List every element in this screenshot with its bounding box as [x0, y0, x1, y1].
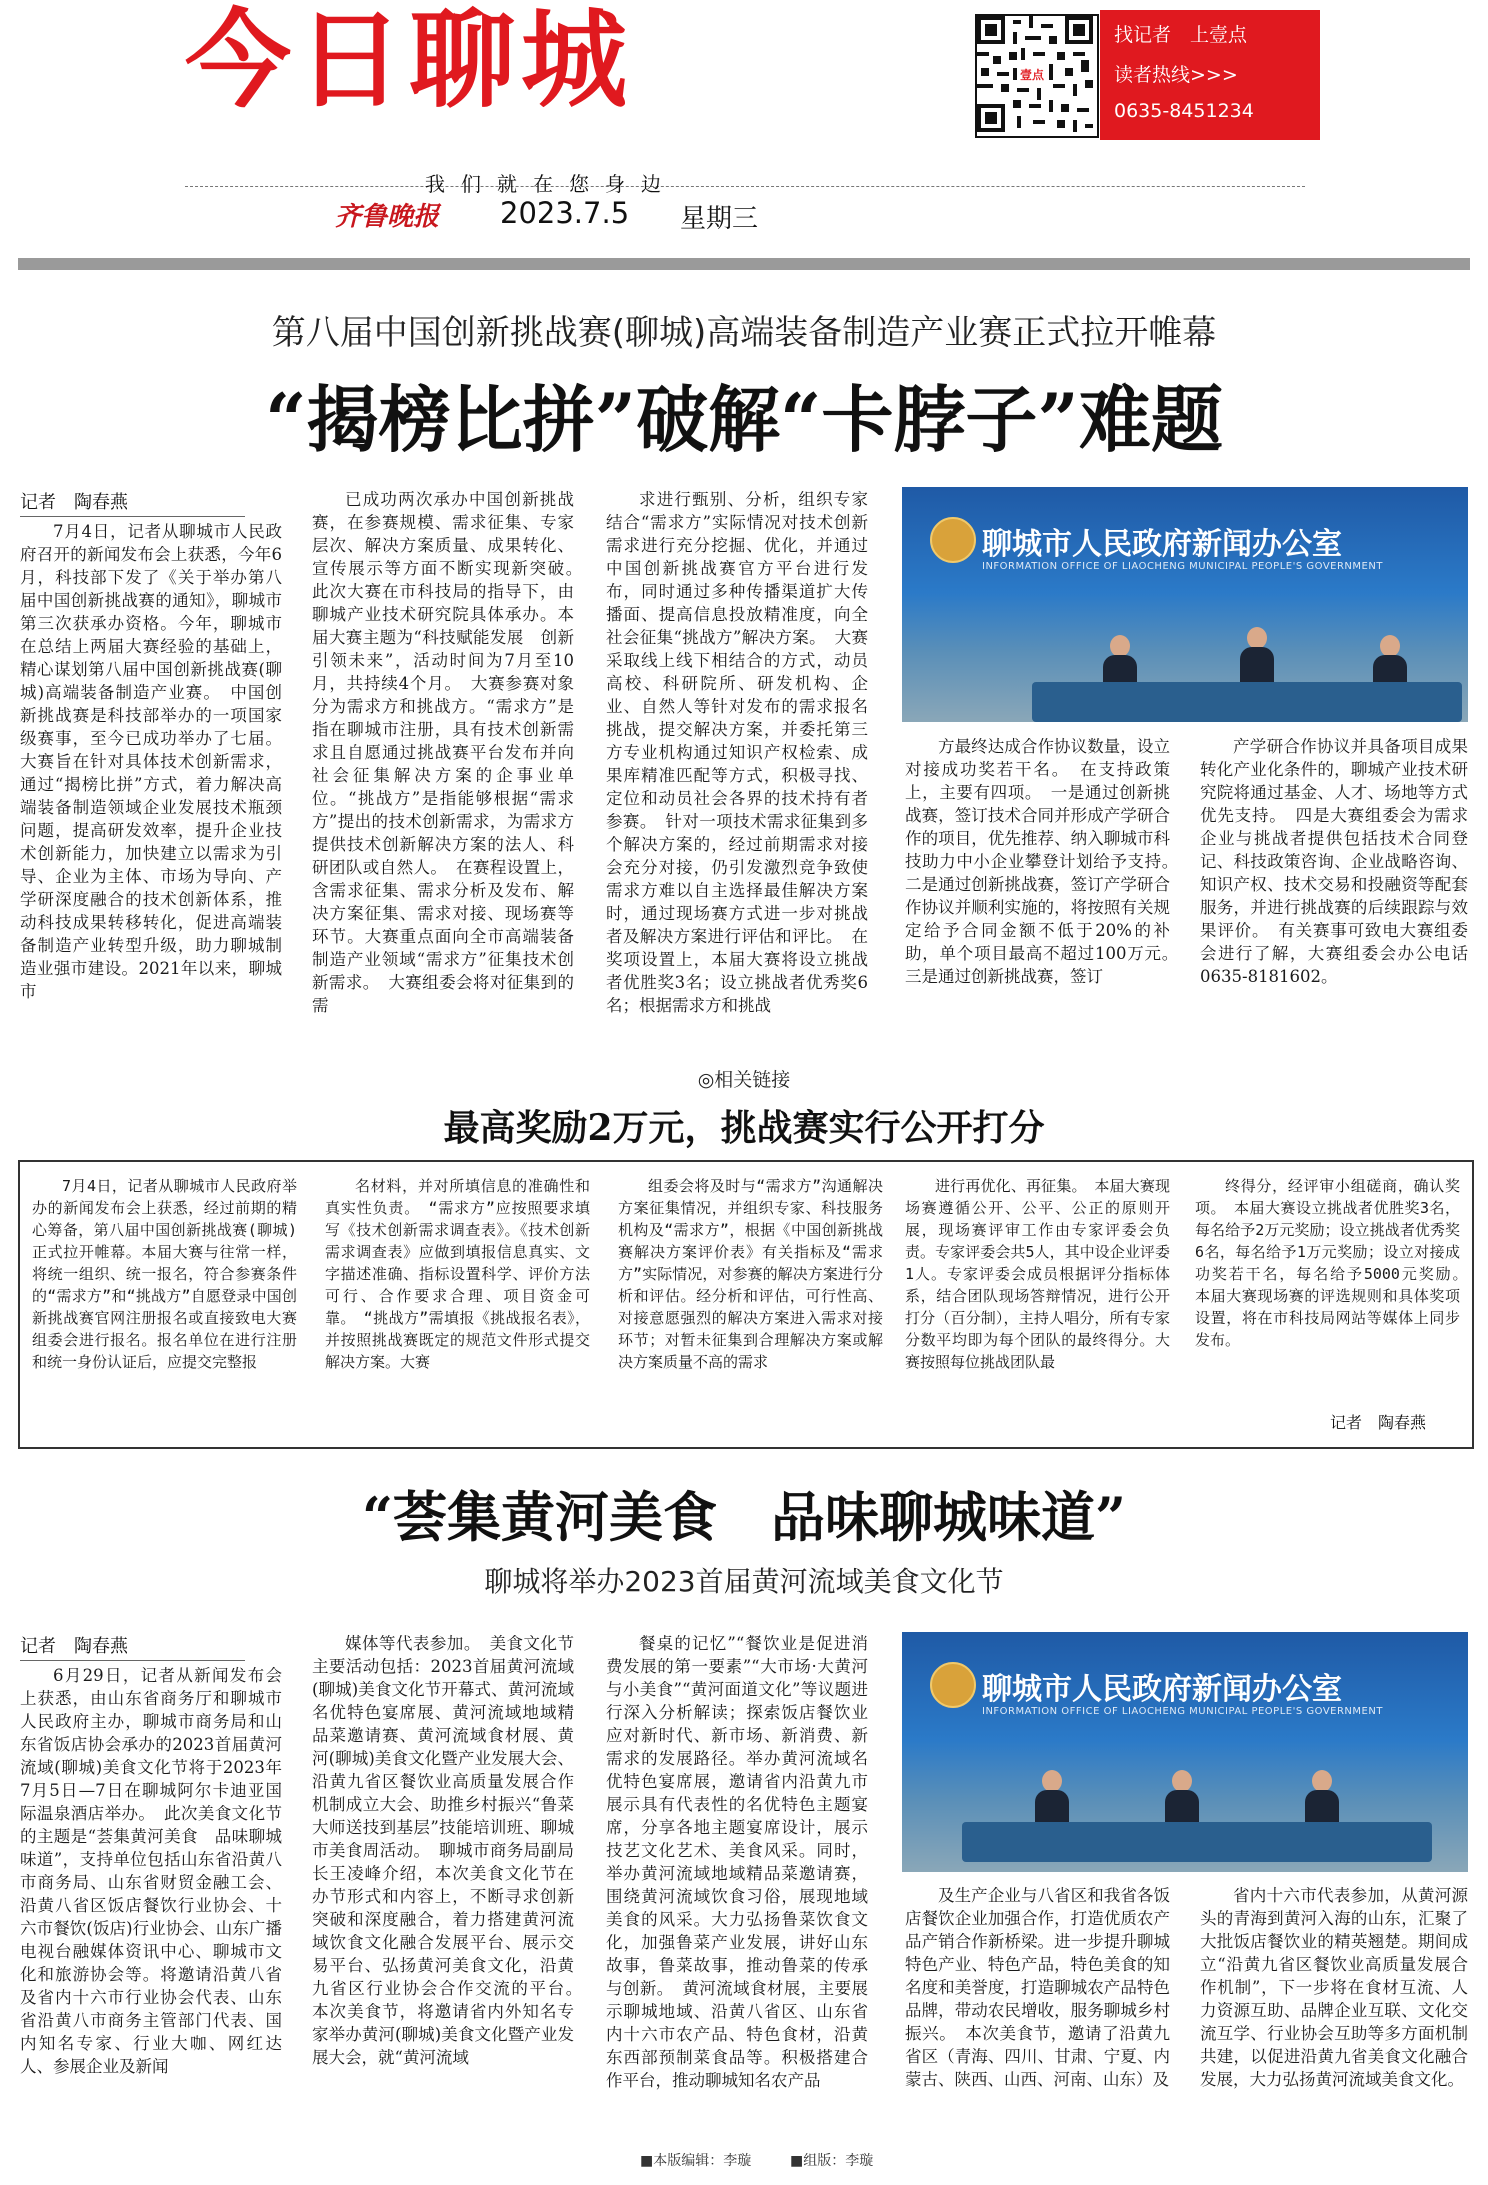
article2-byline: 记者 陶春燕 [20, 1632, 245, 1661]
speaker-head [1042, 1770, 1062, 1792]
sidebar-column-2 [325, 1175, 590, 1373]
article2-column-4 [905, 1884, 1170, 2091]
article2-kicker: 聊城将举办2023首届黄河流域美食文化节 [484, 1565, 1004, 1598]
article2-headline: “荟集黄河美食 品味聊城味道” [361, 1485, 1127, 1549]
footer-editor: ■本版编辑：李璇 [640, 2153, 752, 2169]
hotline-line1: 找记者 上壹点 [1114, 24, 1248, 46]
masthead-title: 今日聊城 [185, 0, 633, 122]
article2-col3-text: 餐桌的记忆”“餐饮业是促进消费发展的第一要素”“大市场·大黄河与小美食”“黄河面道文化”等议题进行深入分析解读；探索饭店餐饮业应对新时代、新市场、新消费、新需求的发展路径。举办黄河流域名优特色宴席展，邀请省内沿黄九市展示具有代表性的名优特色主题宴席，分享各地主题宴席设计，展示技艺文化艺术、美食风采。同时，举办黄河流域地域精品菜邀请赛，围绕黄河流域饮食习俗，展现地域美食的风采。大力弘扬鲁菜饮食文化，加强鲁菜产业发展，讲好山东故事，鲁菜故事，推动鲁菜的传承与创新。 黄河流域食材展，主要展示聊城地域、沿黄八省区、山东省内十六市农产品、特色食材，沿黄东西部预制菜食品等。积极搭建合作平台，推动聊城知名农产品 [606, 1634, 868, 2090]
article1-col4-text: 方最终达成合作协议数量，设立对接成功奖若干名。 在支持政策上，主要有四项。 一是通过创新挑战赛，签订技术合同并形成产学研合作的项目，优先推荐、纳入聊城市科技助力中小企业攀登计划给予支持。 二是通过创新挑战赛，签订产学研合作协议并顺利实施的，将按照有关规定给予合同金额不低于20%的补助，单个项目最高不超过100万元。 三是通过创新挑战赛，签订 [905, 737, 1187, 986]
article1-column-5 [1200, 735, 1468, 988]
masthead-bar [18, 258, 1470, 270]
article2-photo [902, 1632, 1468, 1872]
paper-name: 齐鲁晚报 [335, 202, 440, 232]
photo1-banner-title: 聊城市人民政府新闻办公室 [982, 527, 1342, 562]
sidebar-headline: 最高奖励2万元，挑战赛实行公开打分 [443, 1107, 1045, 1149]
article1-photo [902, 487, 1468, 722]
sidebar-col1-text: 7月4日，记者从聊城市人民政府举办的新闻发布会上获悉，经过前期的精心筹备，第八届中国创新挑战赛(聊城)正式拉开帷幕。本届大赛与往常一样，将统一组织、统一报名，符合参赛条件的“需求方”和“挑战方”自愿登录中国创新挑战赛官网注册报名或直接致电大赛组委会进行报名。报名单位在进行注册和统一身份认证后，应提交完整报 [32, 1177, 297, 1371]
photo2-banner-subtitle: INFORMATION OFFICE OF LIAOCHENG MUNICIPAL PEOPLE'S GOVERNMENT [982, 1706, 1383, 1717]
article1-headline: “揭榜比拼”破解“卡脖子”难题 [265, 377, 1223, 462]
footer-layout: ■组版：李璇 [790, 2153, 874, 2169]
sidebar-col2-text: 名材料，并对所填信息的准确性和真实性负责。 “需求方”应按照要求填写《技术创新需求调查表》。《技术创新需求调查表》应做到填报信息真实、文字描述准确、指标设置科学、评价方法可行、合作要求合理、项目资金可靠。 “挑战方”需填报《挑战报名表》，并按照挑战赛既定的规范文件形式提交解决方案。大赛 [325, 1177, 590, 1371]
article1-col1-text: 7月4日，记者从聊城市人民政府召开的新闻发布会上获悉，今年6月，科技部下发了《关于举办第八届中国创新挑战赛的通知》，聊城市第三次获承办资格。今年，聊城市在总结上两届大赛经验的基础上，精心谋划第八届中国创新挑战赛(聊城)高端装备制造产业赛。 中国创新挑战赛是科技部举办的一项国家级赛事，至今已成功举办了七届。大赛旨在针对具体技术创新需求，通过“揭榜比拼”方式，着力解决高端装备制造领域企业发展技术瓶颈问题，提高研发效率，提升企业技术创新能力，加快建立以需求为引导、企业为主体、市场为导向、产学研深度融合的技术创新体系，推动科技成果转移转化，促进高端装备制造产业转型升级，助力聊城制造业强市建设。2021年以来，聊城市 [20, 522, 282, 1001]
photo2-banner-title: 聊城市人民政府新闻办公室 [982, 1672, 1342, 1707]
article2-col5-text: 省内十六市代表参加，从黄河源头的青海到黄河入海的山东，汇聚了大批饭店餐饮业的精英翘楚。期间成立“沿黄九省区餐饮业高质量发展合作机制”，下一步将在食材互流、人力资源互助、品牌企业互联、文化交流互学、行业协会互助等多方面机制共建，以促进沿黄九省美食文化融合发展，大力弘扬黄河流域美食文化。 [1200, 1886, 1468, 2089]
sidebar-column-1 [32, 1175, 297, 1373]
masthead-slogan: 我们就在您身边 [425, 172, 677, 196]
article2-col4-text: 及生产企业与八省区和我省各饭店餐饮企业加强合作，打造优质农产品产销合作新桥梁。进一步提升聊城特色产业、特色产品，特色美食的知名度和美誉度，打造聊城农产品特色品牌，带动农民增收，服务聊城乡村振兴。 本次美食节，邀请了沿黄九省区（青海、四川、甘肃、宁夏、内蒙古、陕西、山西、河南、山东）及 [905, 1886, 1170, 2089]
article2-col1-text: 6月29日，记者从新闻发布会上获悉，由山东省商务厅和聊城市人民政府主办，聊城市商务局和山东省饭店协会承办的2023首届黄河流域(聊城)美食文化节将于2023年7月5日—7日在聊城阿尔卡迪亚国际温泉酒店举办。 此次美食文化节的主题是“荟集黄河美食 品味聊城味道”，支持单位包括山东省沿黄八市商务局、山东省财贸金融工会、沿黄八省区饭店餐饮行业协会、十六市餐饮(饭店)行业协会、山东广播电视台融媒体资讯中心、聊城市文化和旅游协会等。将邀请沿黄八省及省内十六市行业协会代表、山东省沿黄八市商务主管部门代表、国内知名专家、行业大咖、网红达人、参展企业及新闻 [20, 1666, 282, 2076]
sidebar-column-3 [618, 1175, 883, 1373]
hotline-number: 0635-8451234 [1114, 100, 1254, 122]
related-link-label: ◎相关链接 [697, 1069, 791, 1091]
government-emblem-icon [930, 1662, 976, 1708]
photo1-banner-subtitle: INFORMATION OFFICE OF LIAOCHENG MUNICIPAL PEOPLE'S GOVERNMENT [982, 561, 1383, 572]
speaker-figure [1240, 647, 1274, 687]
sidebar-col5-text: 终得分，经评审小组磋商，确认奖项。 本届大赛设立挑战者优胜奖3名，每名给予2万元奖励；设立挑战者优秀奖6名，每名给予1万元奖励；设立对接成功奖若干名，每名给予5000元奖励。 本届大赛现场赛的评选规则和具体奖项设置，将在市科技局网站等媒体上同步发布。 [1195, 1177, 1476, 1349]
article1-col3-text: 求进行甄别、分析，组织专家结合“需求方”实际情况对技术创新需求进行充分挖掘、优化，并通过中国创新挑战赛官方平台进行发布，同时通过多种传播渠道扩大传播面、提高信息投放精准度，向全社会征集“挑战方”解决方案。 大赛采取线上线下相结合的方式，动员高校、科研院所、研发机构、企业、自然人等针对发布的需求报名挑战，提交解决方案，并委托第三方专业机构通过知识产权检索、成果库精准匹配等方式，积极寻找、定位和动员社会各界的技术持有者参赛。 针对一项技术需求征集到多个解决方案的，经过前期需求对接会充分对接，仍引发激烈竞争致使需求方难以自主选择最佳解决方案时，通过现场赛方式进一步对挑战者及解决方案进行评估和评比。 在奖项设置上，本届大赛将设立挑战者优胜奖3名；设立挑战者优秀奖6名；根据需求方和挑战 [606, 490, 868, 1015]
sidebar-column-5 [1195, 1175, 1476, 1351]
article1-column-4 [905, 735, 1187, 988]
sidebar-col4-text: 进行再优化、再征集。 本届大赛现场赛遵循公开、公平、公正的原则开展，现场赛评审工作由专家评委会负责。专家评委会共5人，其中设企业评委1人。专家评委会成员根据评分指标体系，结合团队现场答辩情况，进行公开打分（百分制），主持人唱分，所有专家分数平均即为每个团队的最终得分。大赛按照每位挑战团队最 [905, 1177, 1170, 1371]
article2-column-1 [20, 1664, 282, 2078]
article2-col2-text: 媒体等代表参加。 美食文化节主要活动包括：2023首届黄河流域(聊城)美食文化节开幕式、黄河流域名优特色宴席展、黄河流域地域精品菜邀请赛、黄河流域食材展、黄河(聊城)美食文化暨产业发展大会、沿黄九省区餐饮业高质量发展合作机制成立大会、助推乡村振兴“鲁菜大师送技到基层”技能培训班、聊城市美食周活动。 聊城市商务局副局长王凌峰介绍，本次美食文化节在办节形式和内容上，不断寻求创新突破和深度融合，着力搭建黄河流域饮食文化融合发展平台、展示交易平台、弘扬黄河美食文化，沿黄九省区行业协会合作交流的平台。 本次美食节，将邀请省内外知名专家举办黄河(聊城)美食文化暨产业发展大会，就“黄河流域 [312, 1634, 591, 2067]
speaker-head [1110, 635, 1130, 657]
article1-col2-text: 已成功两次承办中国创新挑战赛，在参赛规模、需求征集、专家层次、解决方案质量、成果转化、宣传展示等方面不断实现新突破。 此次大赛在市科技局的指导下，由聊城产业技术研究院具体承办。本届大赛主题为“科技赋能发展 创新引领未来”，活动时间为7月至10月，共持续4个月。 大赛参赛对象分为需求方和挑战方。“需求方”是指在聊城市注册，具有技术创新需求且自愿通过挑战赛平台发布并向社会征集解决方案的企事业单位。“挑战方”是指能够根据“需求方”提出的技术创新需求，为需求方提供技术创新解决方案的法人、科研团队或自然人。 在赛程设置上，含需求征集、需求分析及发布、解决方案征集、需求对接、现场赛等环节。大赛重点面向全市高端装备制造产业领域“需求方”征集技术创新需求。 大赛组委会将对征集到的需 [312, 490, 591, 1015]
qr-caption: 壹点 [1020, 68, 1045, 82]
article1-column-1 [20, 520, 282, 1003]
qr-code[interactable] [975, 14, 1099, 138]
reader-hotline-box [1100, 10, 1320, 140]
article1-col5-text: 产学研合作协议并具备项目成果转化产业化条件的，聊城产业技术研究院将通过基金、人才、场地等方式优先支持。 四是大赛组委会为需求企业与挑战者提供包括技术合同登记、科技政策咨询、企业战略咨询、知识产权、技术交易和投融资等配套服务，并进行挑战赛的后续跟踪与效果评价。 有关赛事可致电大赛组委会进行了解，大赛组委会办公电话0635-8181602。 [1200, 737, 1468, 986]
masthead-divider [185, 186, 1305, 187]
sidebar-byline: 记者 陶春燕 [1330, 1413, 1427, 1432]
speaker-head [1247, 627, 1267, 649]
article2-column-5 [1200, 1884, 1468, 2091]
sidebar-column-4 [905, 1175, 1170, 1373]
speaker-head [1380, 635, 1400, 657]
article1-column-3 [606, 488, 868, 1017]
press-desk [962, 1822, 1432, 1862]
government-emblem-icon [930, 517, 976, 563]
article1-byline: 记者 陶春燕 [20, 488, 245, 517]
issue-date: 2023.7.5 [500, 196, 630, 230]
issue-weekday: 星期三 [680, 204, 759, 234]
speaker-head [1312, 1770, 1332, 1792]
hotline-line2: 读者热线>>> [1114, 64, 1238, 86]
speaker-head [1172, 1770, 1192, 1792]
article1-column-2 [312, 488, 591, 1017]
article2-column-3 [606, 1632, 868, 2092]
sidebar-col3-text: 组委会将及时与“需求方”沟通解决方案征集情况，并组织专家、科技服务机构及“需求方”，根据《中国创新挑战赛解决方案评价表》有关指标及“需求方”实际情况，对参赛的解决方案进行分析和评估。经分析和评估，可行性高、对接意愿强烈的解决方案进入需求对接环节；对暂未征集到合理解决方案或解决方案质量不高的需求 [618, 1177, 883, 1371]
article2-column-2 [312, 1632, 591, 2069]
article1-kicker: 第八届中国创新挑战赛(聊城)高端装备制造产业赛正式拉开帷幕 [271, 313, 1217, 353]
press-desk [1032, 682, 1462, 722]
